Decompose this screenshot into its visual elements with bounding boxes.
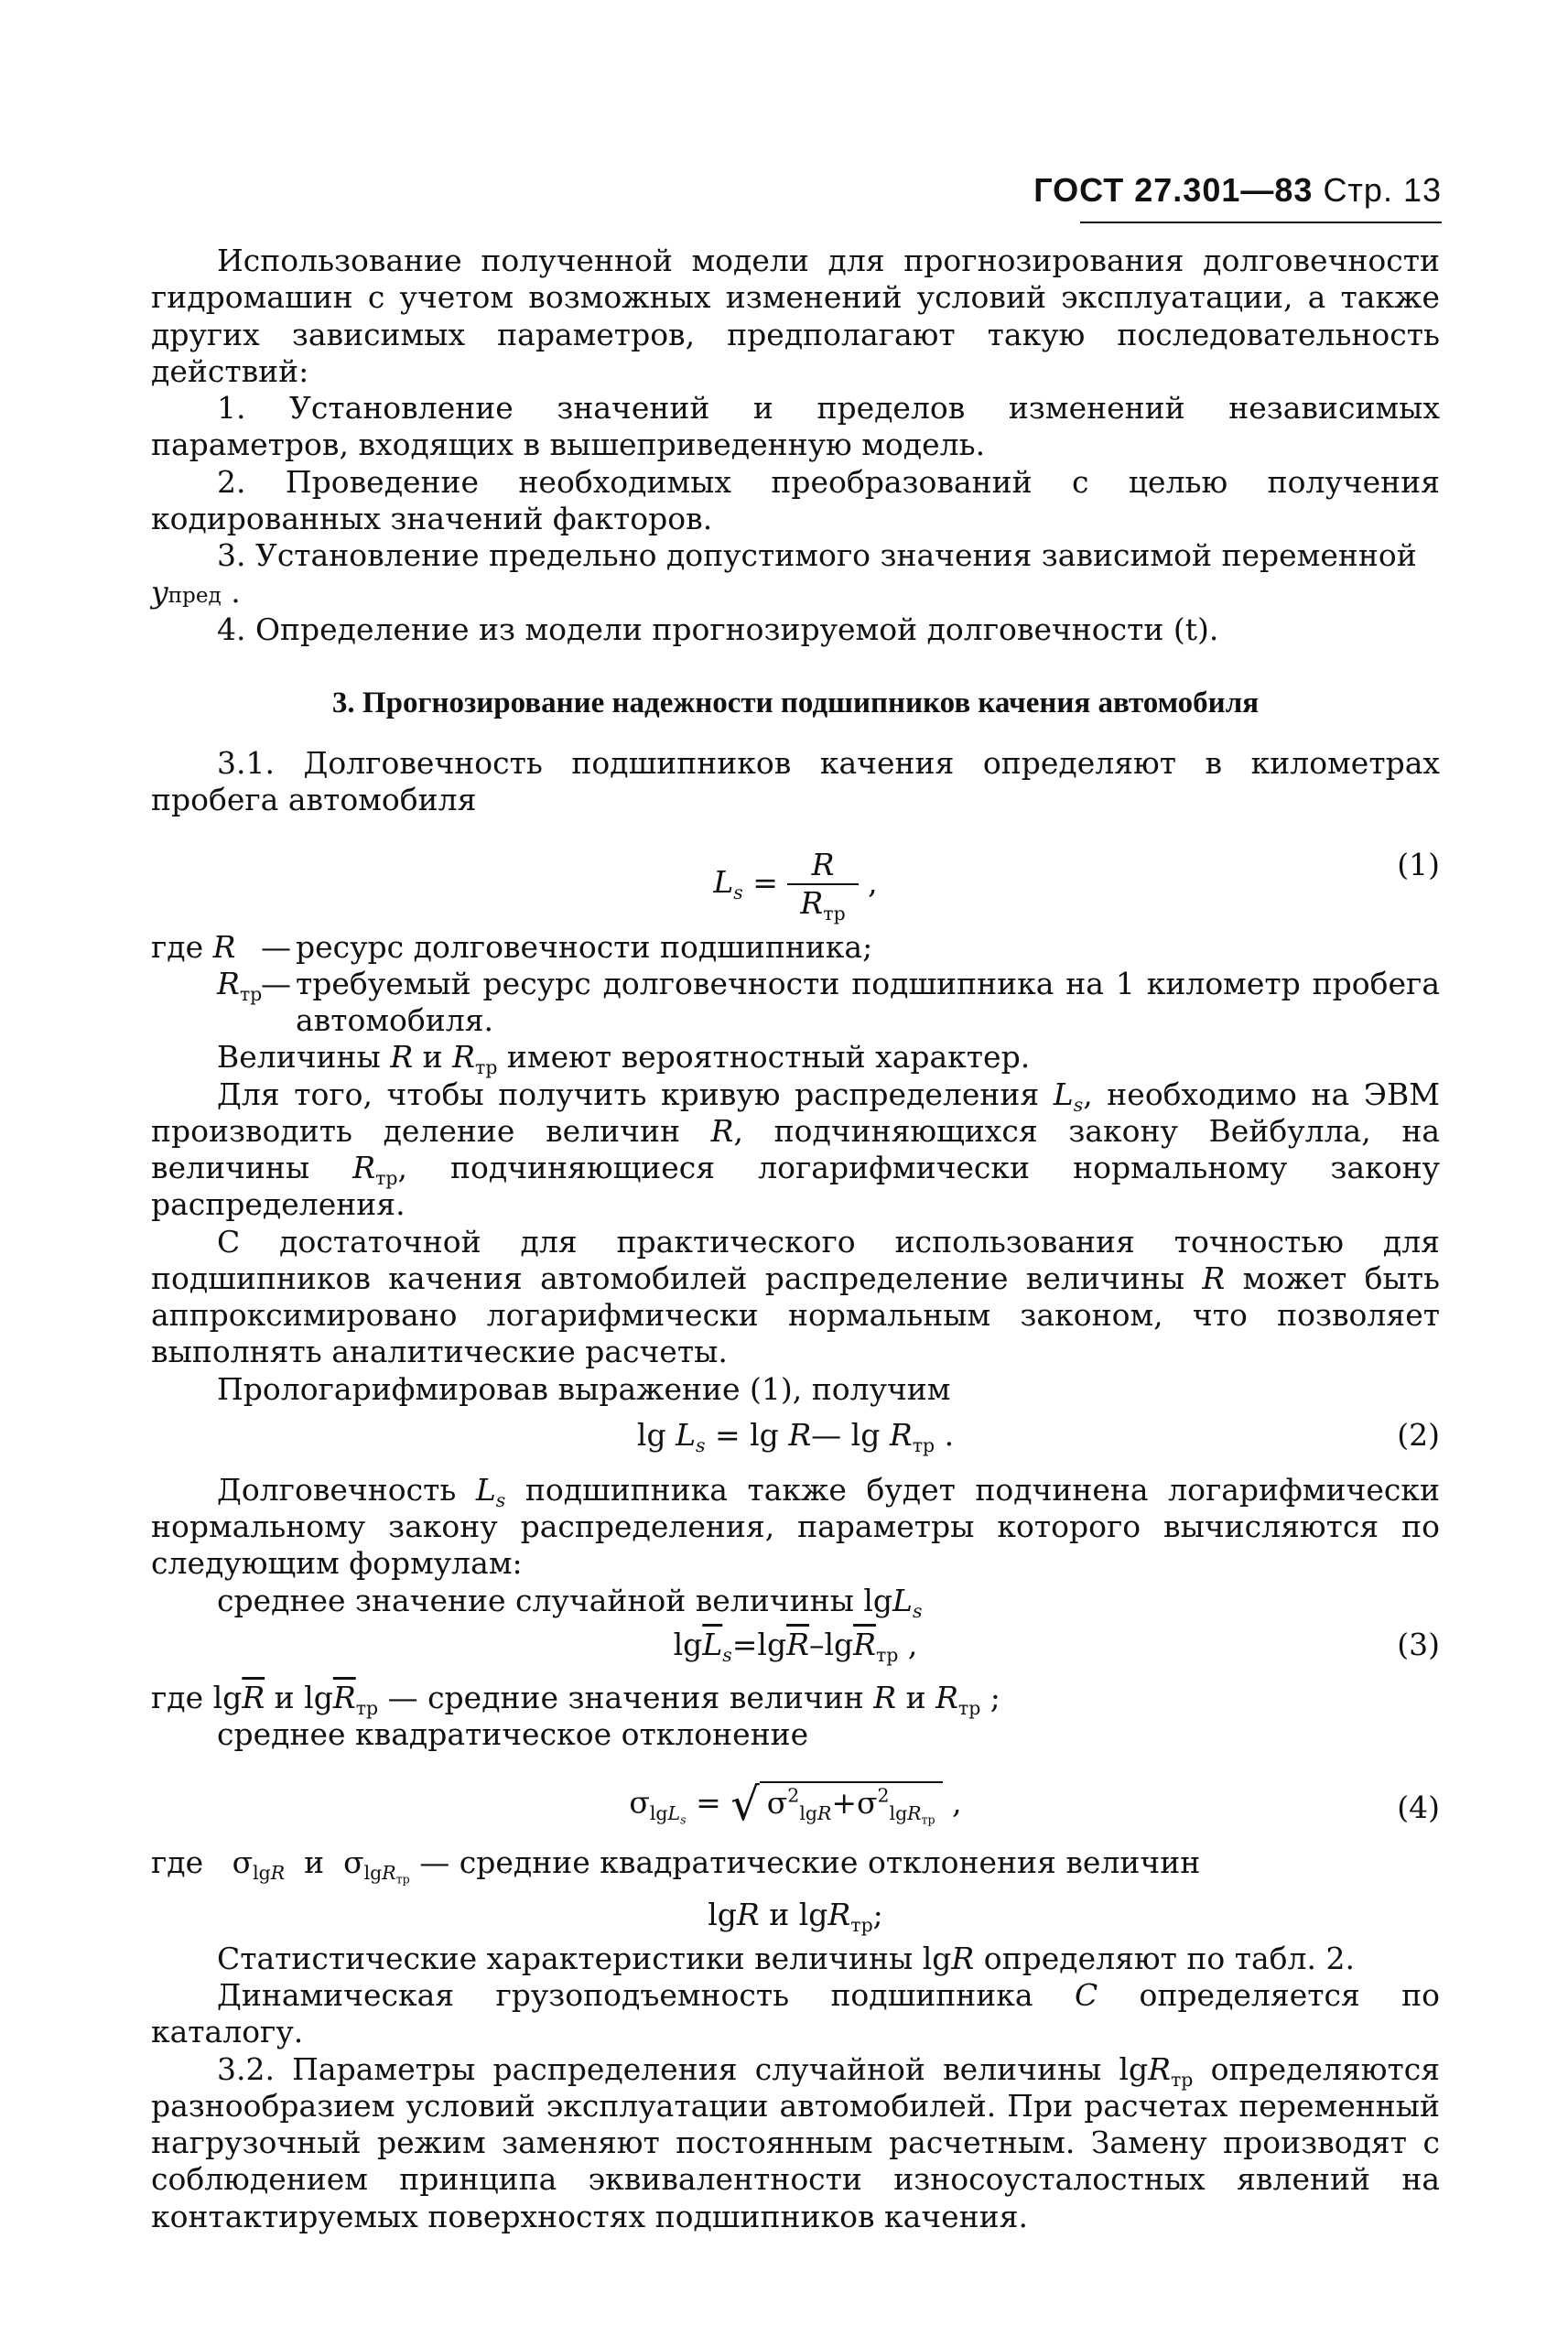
paragraph-mean: среднее значение случайной величины lgL$_s$ bbox=[217, 1582, 923, 1622]
equation-4: $\sigma_{lgL_s}$ = √ $\sigma^2_{lgR}+\sigma^2_{lgR_{тр}}$ , (4) bbox=[629, 1778, 1440, 1832]
step-3-variable: yпред . bbox=[151, 574, 241, 611]
step-4: 4. Определение из модели прогнозируемой долговечности (t). bbox=[217, 611, 1219, 647]
equation-number: (2) bbox=[1397, 1416, 1440, 1453]
page-header bbox=[1033, 170, 1442, 211]
paragraph-3-2: 3.2. Параметры распределения случайной величины lgR$_{тр}$ определяются разнообразием условий эксплуатации автомобилей. При расчетах переменный нагрузочный режим заменяют постоянным расчетным. Замену производят с соблюдением принципа эквивалентности износоусталостных явлений на контактируемых поверхностях подшипников качения. bbox=[151, 2050, 1441, 2234]
equation-1: $L_s$ = $\frac{R}{R_{тр}}$ , (1) bbox=[713, 846, 1440, 925]
step-3: 3. Установление предельно допустимого значения зависимой переменной bbox=[217, 537, 1417, 573]
definition-r: где R — ресурс долговечности подшипника; bbox=[151, 928, 873, 965]
paragraph-curve: Для того, чтобы получить кривую распределения $L_s$, необходимо на ЭВМ производить деление величин R, подчиняющихся закону Вейбулла, на величины $R_{тр}$, подчиняющиеся логарифмически нормальному закону распределения. bbox=[151, 1076, 1440, 1223]
definition-means: где $\lg\overline{R} и$ $\lg\overline{R}_{тр}$ — средние значения величин R и $R_{тр}$ ; bbox=[151, 1679, 1000, 1719]
document-number: ГОСТ 27.301—83 bbox=[1033, 171, 1314, 209]
equation-3: $\lg\overline{L}_s=\lg\overline{R}-\lg\overline{R}_{тр}$ , (3) bbox=[673, 1626, 1440, 1666]
intro-paragraph: Использование полученной модели для прогнозирования долговечности гидромашин с учетом возможных изменений условий эксплуатации, а также других зависимых параметров, предполагают такую последовательность действий: bbox=[151, 243, 1440, 389]
body-text bbox=[151, 243, 1440, 2235]
paragraph-accuracy: С достаточной для практического использования точностью для подшипников качения автомобилей распределение величины R может быть аппроксимировано логарифмически нормальным законом, что позволяет выполнять аналитические расчеты. bbox=[151, 1223, 1441, 1370]
section-title: 3. Прогнозирование надежности подшипников качения автомобиля bbox=[331, 686, 1260, 719]
paragraph-log: Прологарифмировав выражение (1), получим bbox=[217, 1370, 951, 1407]
paragraph-3-1: 3.1. Долговечность подшипников качения определяют в километрах пробега автомобиля bbox=[151, 745, 1440, 818]
equation-2: $\lg L_s = \lg$ R— $\lg R_{тр}$ . (2) bbox=[636, 1416, 1440, 1456]
paragraph-std: среднее квадратическое отклонение bbox=[217, 1716, 809, 1752]
paragraph-statistics: Статистические характеристики величины lgR определяют по табл. 2. bbox=[217, 1940, 1355, 1976]
step-2: 2. Проведение необходимых преобразований с целью получения кодированных значений факторов. bbox=[151, 463, 1440, 536]
header-rule bbox=[1080, 222, 1442, 223]
paragraph-dynamic-load: Динамическая грузоподъемность подшипника C определяется по каталогу. bbox=[151, 1977, 1440, 2050]
definition-std: где $\sigma_{lgR}$ и $\sigma_{lgR_{тр}}$ — средние квадратические отклонения величин bbox=[151, 1844, 1201, 1887]
page-number: Стр. 13 bbox=[1323, 171, 1442, 209]
definition-rtr: $R_{тр}$ — требуемый ресурс долговечности подшипника на 1 километр пробега автомобиля. bbox=[217, 965, 1440, 1038]
paragraph-character: Величины R и $R_{тр}$ имеют вероятностный характер. bbox=[217, 1039, 1031, 1079]
equation-number: (3) bbox=[1397, 1626, 1440, 1662]
equation-number: (1) bbox=[1397, 846, 1440, 882]
paragraph-durability: Долговечность $L_s$ подшипника также будет подчинена логарифмически нормальному закону распределения, параметры которого вычисляются по следующим формулам: bbox=[151, 1471, 1440, 1582]
step-1: 1. Установление значений и пределов изменений независимых параметров, входящих в вышеприведенную модель. bbox=[151, 390, 1440, 463]
std-quantities: lgR и lgR$_{тр}$; bbox=[708, 1896, 883, 1936]
equation-number: (4) bbox=[1397, 1790, 1440, 1826]
